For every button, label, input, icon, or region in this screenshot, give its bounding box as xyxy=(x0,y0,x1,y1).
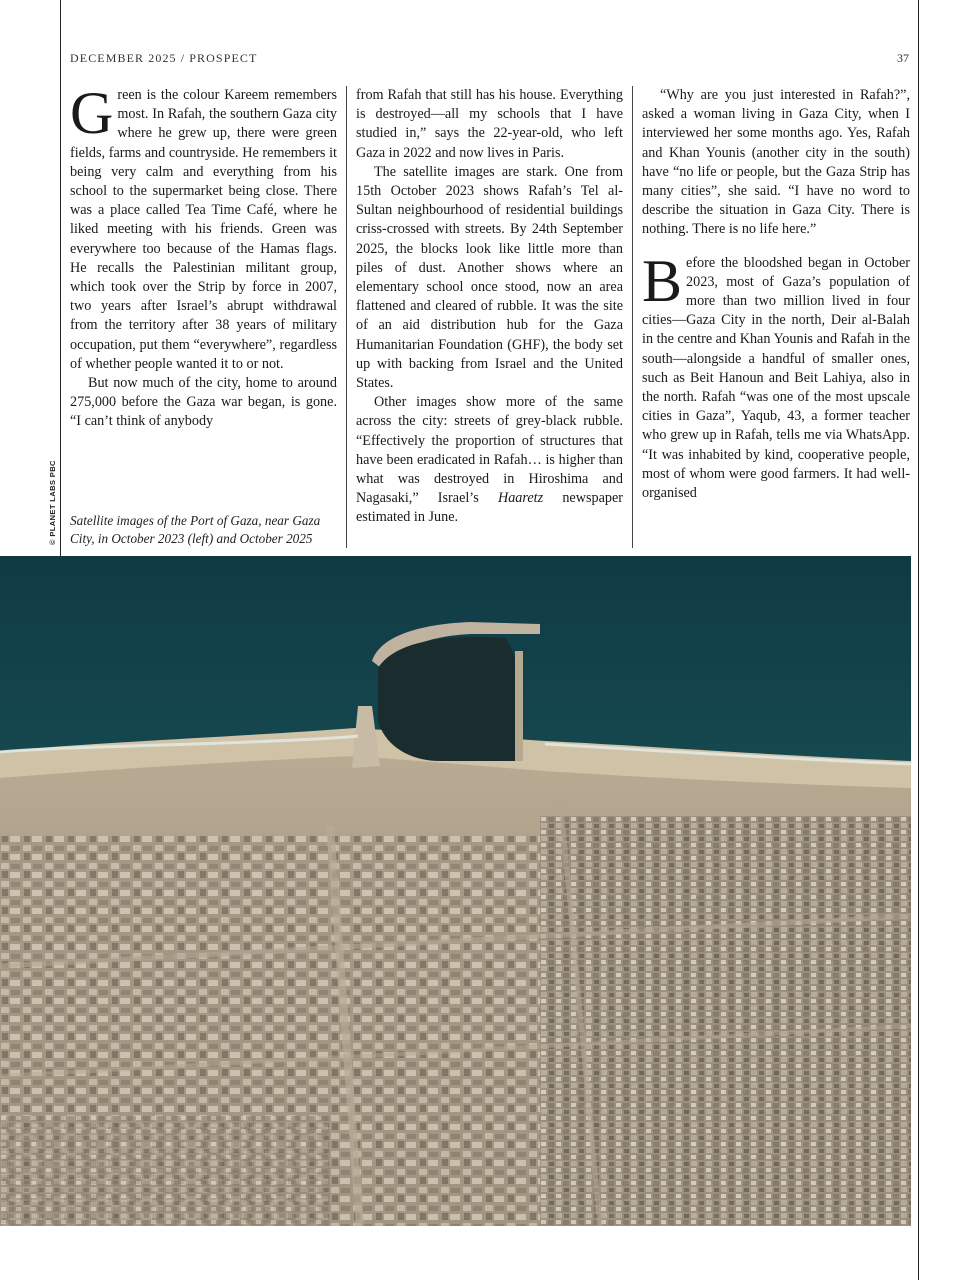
paragraph: from Rafah that still has his house. Everything is destroyed—all my schools that I have studied in,” says the 22-year-old, who left Gaza in 2022 and now lives in Paris. xyxy=(356,87,623,161)
publication-name: Haaretz xyxy=(497,490,544,507)
satellite-image-port-of-gaza xyxy=(0,556,911,1226)
right-page-rule xyxy=(918,0,919,1280)
paragraph: The satellite images are stark. One from 15th October 2023 shows Rafah’s Tel al-Sultan neighbourhood of residential buildings criss-crossed with streets. By 24th September 2025, the blocks look like little more than piles of dust. Another shows where an elementary school once stood, now an area flattened and cleared of rubble. It was the site of an aid distribution hub for the Gaza Humanitarian Foundation (GHF), the body set up with backing from Israel and the United States. xyxy=(356,163,623,392)
section-break xyxy=(642,240,910,254)
paragraph-text: efore the bloodshed began in October 2023, most of Gaza’s population of more than two million lived in four cities—Gaza City in the north, Deir al-Balah in the centre and Khan Younis and Rafah in the south—alongside a handful of smaller ones, such as Beit Hanoun and Beit Lahiya, also in the north. Rafah “was one of the most upscale cities in Gaza”, Yaqub, 43, a former teacher who grew up in Rafah, tells me via WhatsApp. “It was inhabited by kind, cooperative people, most of whom were good farmers. It had well-organised xyxy=(642,254,910,502)
article-column-2 xyxy=(356,86,623,528)
paragraph-text: Other images show more of the same across the city: streets of grey-black rubble. “Effectively the proportion of structures that have been eradicated in Rafah… is higher than what was destroyed in Hiroshima and Nagasaki,” Israel’s xyxy=(356,394,623,507)
drop-cap: B xyxy=(642,247,683,314)
paragraph-text: reen is the colour Kareem remembers most. In Rafah, the southern Gaza city where he grew up, there were green fields, farms and countryside. He remembers it being very calm and everything from his school to the supermarket being close. There was a place called Tea Time Café, where he liked meeting with his friends. Green was everywhere too because of the Hamas flags. He recalls the Palestinian militant group, which took over the Strip by force in 2007, two years after Israel’s abrupt withdrawal from the territory after 38 years of military occupation, put them “everywhere”, regardless of whether people wanted it to or not. xyxy=(70,87,337,372)
column-divider xyxy=(632,86,633,548)
page-number: 37 xyxy=(897,51,909,65)
paragraph: “Why are you just interested in Rafah?”, asked a woman living in Gaza City, when I interviewed her some months ago. Yes, Rafah and Khan Younis (another city in the south) have “no life or people, but the Gaza Strip has many cities”, she said. “I have no word to describe the situation in Gaza City. There is nothing. There is no life here.” xyxy=(642,87,910,238)
column-divider xyxy=(346,86,347,548)
left-column-rule xyxy=(60,0,61,556)
photo-caption: Satellite images of the Port of Gaza, near Gaza City, in October 2023 (left) and October 2025 xyxy=(70,513,321,546)
paragraph xyxy=(642,247,910,504)
running-head: DECEMBER 2025 / PROSPECT xyxy=(70,51,258,65)
article-column-3 xyxy=(642,86,910,503)
paragraph xyxy=(70,80,337,374)
article-column-1 xyxy=(70,80,337,432)
satellite-photo xyxy=(0,556,911,1226)
paragraph xyxy=(356,393,623,527)
photo-credit: © PLANET LABS PBC xyxy=(48,460,57,545)
drop-cap: G xyxy=(70,80,114,146)
paragraph: But now much of the city, home to around 275,000 before the Gaza war began, is gone. “I can’t think of anybody xyxy=(70,375,337,430)
paragraph-text: newspaper estimated in June. xyxy=(356,490,623,526)
